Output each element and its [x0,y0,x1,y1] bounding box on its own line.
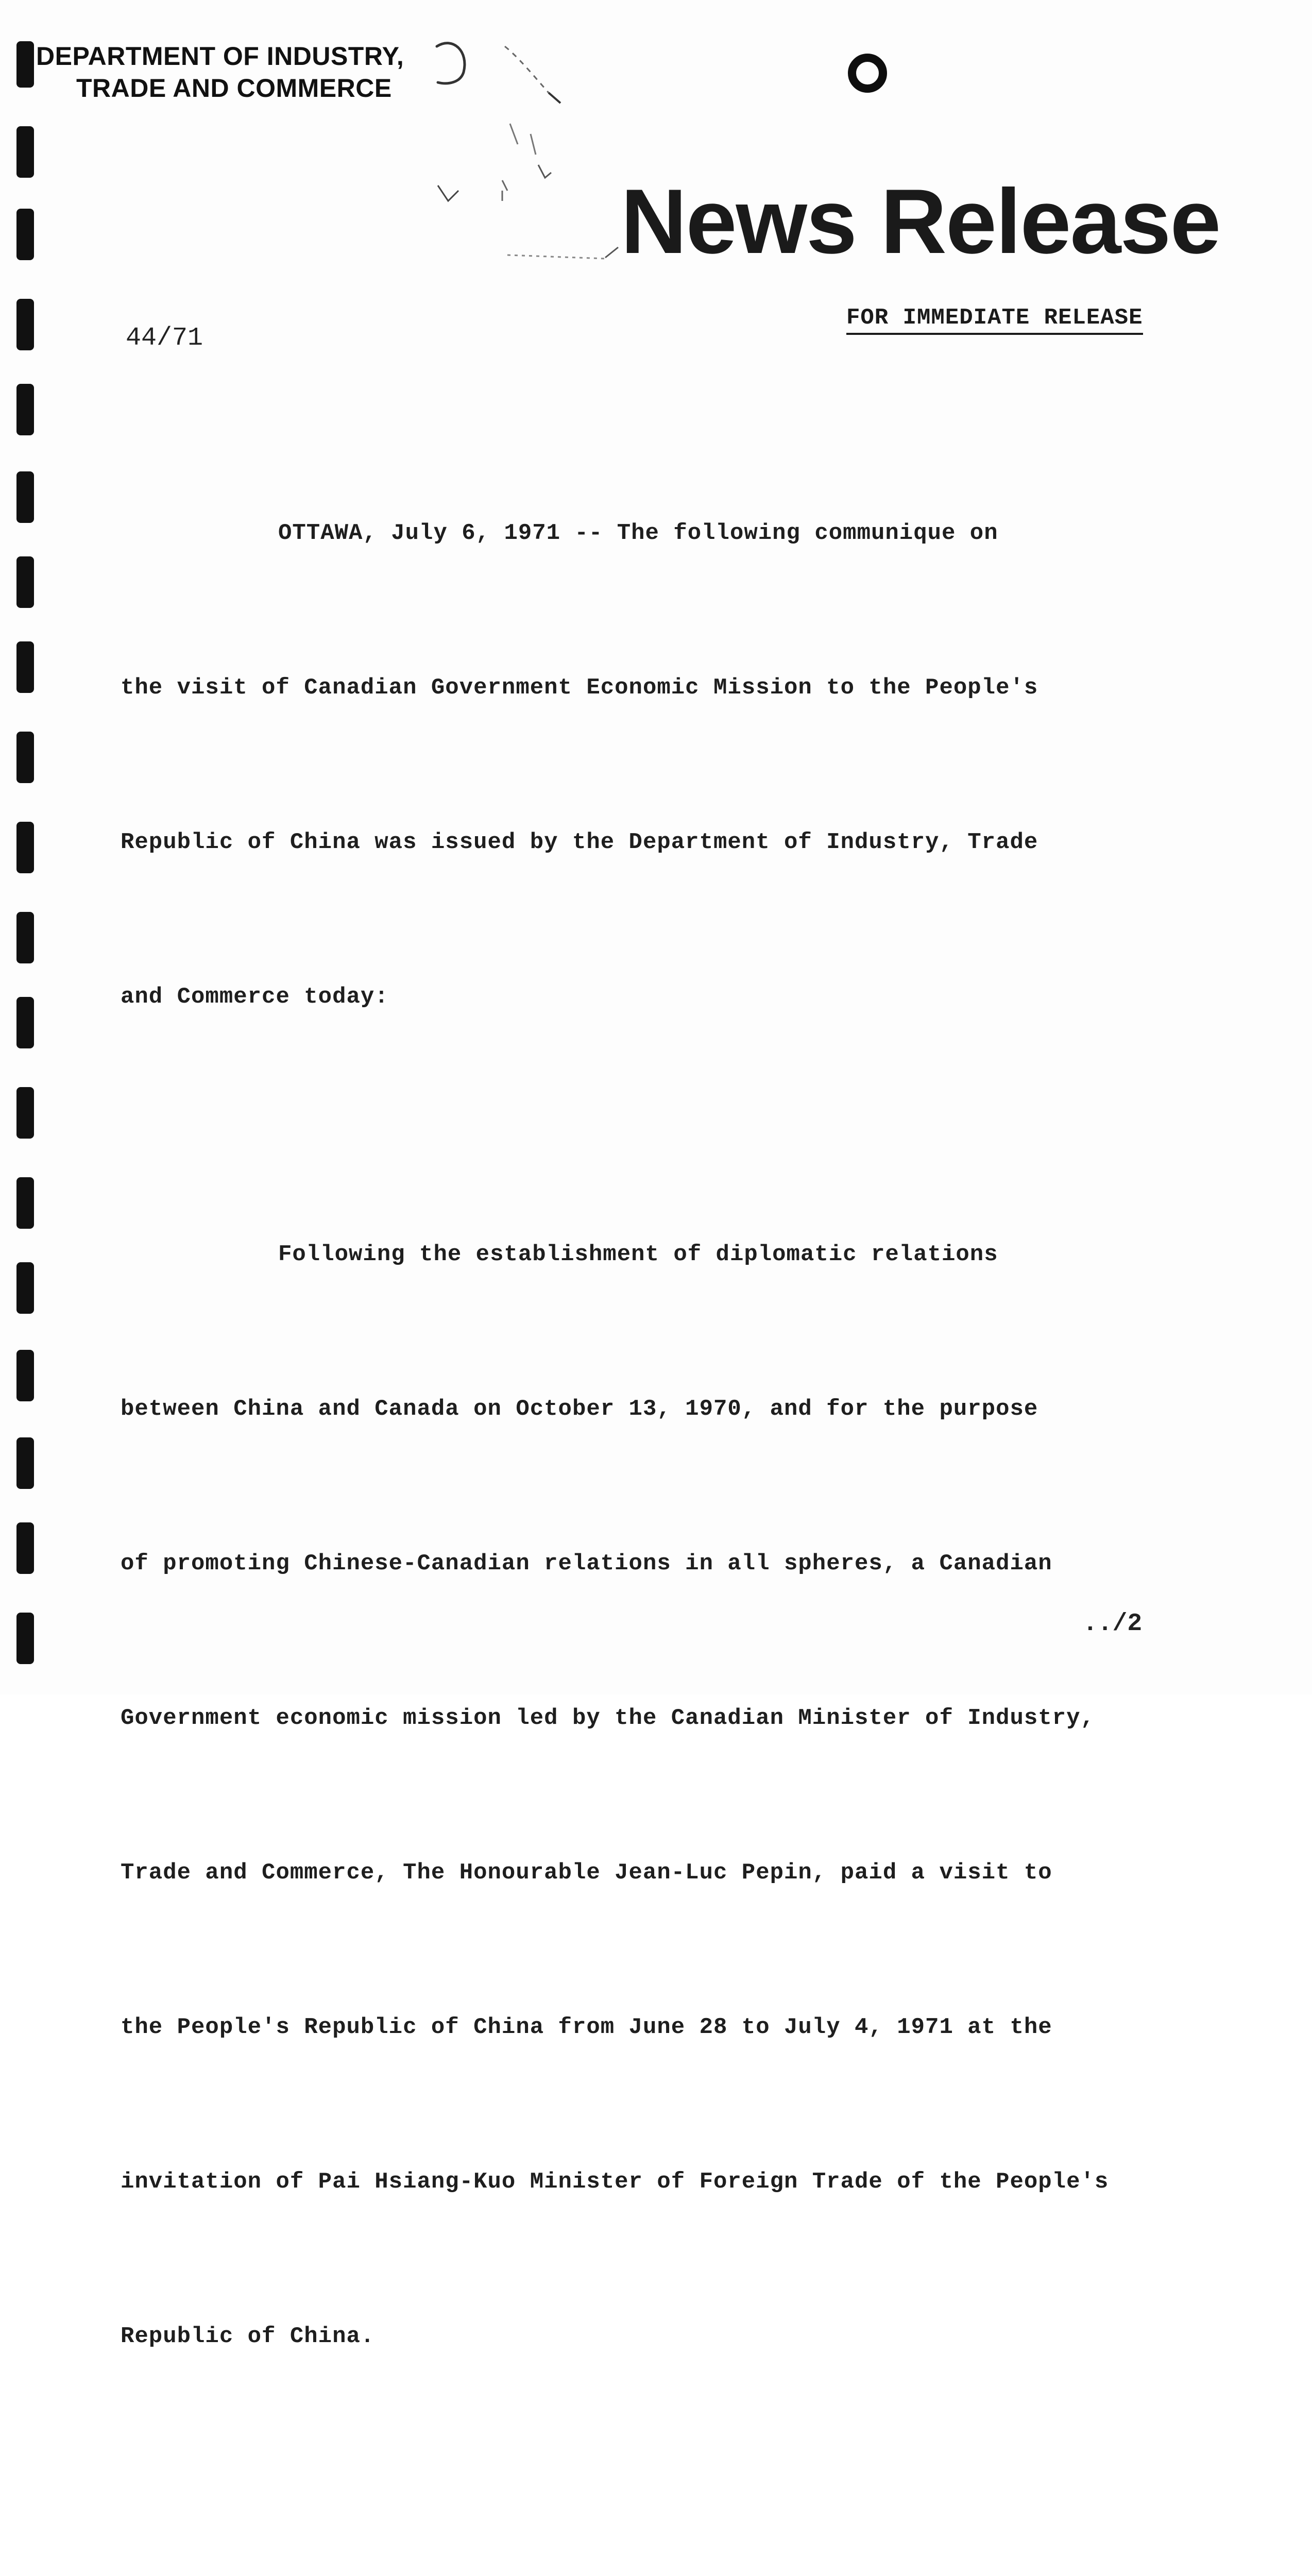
paragraph [121,1126,1285,2465]
binder-mark [16,299,34,350]
department-heading [36,40,404,104]
binder-mark [16,1522,34,1574]
text-line: of promoting Chinese-Canadian relations in all spheres, a Canadian [121,1551,1052,1577]
text-line: Republic of China was issued by the Department of Industry, Trade [121,829,1038,855]
text-line: Government economic mission led by the Canadian Minister of Industry, [121,1705,1095,1731]
release-body [121,404,1285,2576]
binder-mark [16,641,34,693]
continuation-marker: ../2 [1083,1610,1143,1638]
binder-mark [16,126,34,178]
binder-mark [16,471,34,523]
binder-mark [16,384,34,435]
binder-mark [16,1177,34,1229]
release-tag: FOR IMMEDIATE RELEASE [846,305,1143,335]
text-line [121,2568,1285,2576]
page-title: News Release [621,170,1220,273]
binder-mark [16,1613,34,1664]
text-line: between China and Canada on October 13, 1970, and for the purpose [121,1396,1038,1422]
binder-mark [16,1087,34,1139]
binder-mark [16,41,34,88]
binder-mark [16,1437,34,1489]
binder-mark [16,1262,34,1314]
paragraph [121,404,1285,1126]
text-line: invitation of Pai Hsiang-Kuo Minister of Foreign Trade of the People's [121,2169,1109,2195]
text-line: the People's Republic of China from June 28 to July 4, 1971 at the [121,2014,1052,2040]
text-line: OTTAWA, July 6, 1971 -- The following communique on [278,520,998,546]
binder-mark [16,912,34,963]
department-line-2: TRADE AND COMMERCE [76,74,392,103]
binder-mark [16,556,34,608]
binder-mark [16,732,34,783]
text-line: Trade and Commerce, The Honourable Jean-Luc Pepin, paid a visit to [121,1860,1052,1886]
department-line-1: DEPARTMENT OF INDUSTRY, [36,42,404,71]
text-line: Following the establishment of diplomatic relations [278,1242,998,1267]
binder-mark [16,997,34,1048]
paragraph [121,2465,1285,2576]
binder-mark [16,1350,34,1401]
release-number: 44/71 [126,324,203,353]
text-line: Republic of China. [121,2324,375,2349]
binder-mark [16,209,34,260]
seal-icon [847,53,888,94]
text-line: and Commerce today: [121,984,389,1010]
scribble-marks [428,36,623,268]
text-line: the visit of Canadian Government Economic Mission to the People's [121,675,1038,701]
binder-mark [16,822,34,873]
